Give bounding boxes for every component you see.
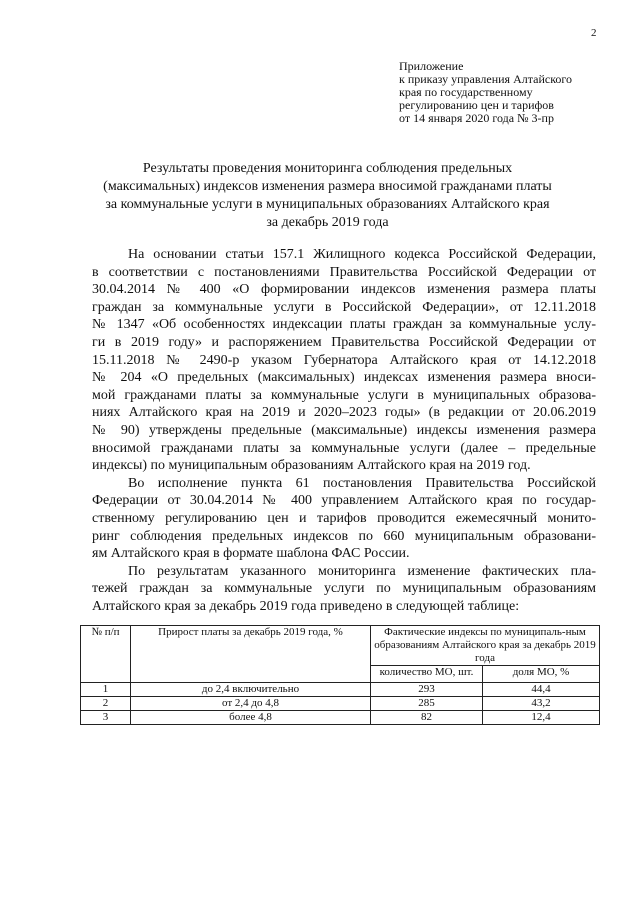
row-count: 82 xyxy=(371,711,483,725)
paragraph-line: в соответствии с постановлениями Правительства Российской Федерации от xyxy=(92,264,596,280)
row-number: 3 xyxy=(81,711,131,725)
paragraph-line: 15.11.2018 № 2490-р указом Губернатора Алтайского края от 14.12.2018 xyxy=(92,352,596,368)
row-count: 285 xyxy=(371,697,483,711)
appendix-line: к приказу управления Алтайского xyxy=(399,72,573,86)
paragraph-line: ринг соблюдения предельных индексов по 660 муниципальным образовани- xyxy=(92,528,596,544)
row-share: 43,2 xyxy=(483,697,600,711)
title-line: за коммунальные услуги в муниципальных образованиях Алтайского края xyxy=(105,197,550,212)
paragraph-line: № 90) утверждены предельные (максимальные) индексы изменения размера xyxy=(92,422,596,438)
paragraph-line: ственному регулированию цен и тарифов проводится ежемесячный монито- xyxy=(92,510,596,526)
results-table xyxy=(80,625,600,725)
table-row xyxy=(81,697,600,711)
paragraph-line: тежей граждан за коммунальные услуги по муниципальным образованиям xyxy=(92,581,596,597)
paragraph-line: Алтайского края за декабрь 2019 года приведено в следующей таблице: xyxy=(92,598,520,614)
paragraph-line: 30.04.2014 № 400 «О формировании индексов изменения размера платы xyxy=(92,282,596,298)
paragraph-line: индексы) по муниципальным образованиям Алтайского края на 2019 год. xyxy=(92,458,531,474)
paragraph-line: ниях Алтайского края на 2019 и 2020–2023 годы» (в редакции от 20.06.2019 xyxy=(92,405,596,421)
paragraph xyxy=(92,475,596,563)
header-number: № п/п xyxy=(81,626,131,683)
page-number: 2 xyxy=(591,27,597,39)
header-count: количество МО, шт. xyxy=(371,666,483,683)
row-share: 44,4 xyxy=(483,683,600,697)
header-actual-indices: Фактические индексы по муниципаль-ным образованиям Алтайского края за декабрь 2019 года xyxy=(371,626,600,666)
document-title xyxy=(80,160,575,232)
paragraph-line: мой гражданами платы за коммунальные услуги в муниципальных образова- xyxy=(92,387,596,403)
appendix-line: Приложение xyxy=(399,59,464,73)
paragraph-line: ги в 2019 году» и распоряжением Правительства Российской Федерации от xyxy=(92,334,596,350)
row-number: 1 xyxy=(81,683,131,697)
header-growth: Прирост платы за декабрь 2019 года, % xyxy=(131,626,371,683)
row-growth: до 2,4 включительно xyxy=(131,683,371,697)
row-growth: более 4,8 xyxy=(131,711,371,725)
title-line: за декабрь 2019 года xyxy=(266,215,389,230)
table-row xyxy=(81,711,600,725)
header-share: доля МО, % xyxy=(483,666,600,683)
paragraph-line: ям Алтайского края в формате шаблона ФАС России. xyxy=(92,546,410,562)
paragraph-line: граждан за коммунальные услуги в Российской Федерации», от 12.11.2018 xyxy=(92,299,596,315)
paragraph xyxy=(92,246,596,475)
appendix-block xyxy=(399,60,572,125)
row-growth: от 2,4 до 4,8 xyxy=(131,697,371,711)
paragraph-line: На основании статьи 157.1 Жилищного кодекса Российской Федерации, xyxy=(128,247,596,262)
row-count: 293 xyxy=(371,683,483,697)
appendix-line: от 14 января 2020 года № 3-пр xyxy=(399,111,554,125)
title-line: (максимальных) индексов изменения размера вносимой гражданами платы xyxy=(103,179,552,194)
paragraph-line: № 204 «О предельных (максимальных) индексах изменения размера вноси- xyxy=(92,370,596,386)
paragraph-line: Федерации от 30.04.2014 № 400 управлением Алтайского края по государ- xyxy=(92,493,596,509)
row-share: 12,4 xyxy=(483,711,600,725)
title-line: Результаты проведения мониторинга соблюдения предельных xyxy=(142,161,513,176)
paragraph-line: По результатам указанного мониторинга изменение фактических пла- xyxy=(128,563,596,579)
appendix-line: края по государственному xyxy=(399,85,533,99)
appendix-line: регулированию цен и тарифов xyxy=(399,98,554,112)
paragraph-line: Во исполнение пункта 61 постановления Правительства Российской xyxy=(128,475,596,491)
paragraph xyxy=(92,563,596,616)
paragraph-line: № 1347 «Об особенностях индексации платы граждан за коммунальные услу- xyxy=(92,317,596,333)
row-number: 2 xyxy=(81,697,131,711)
table-row xyxy=(81,683,600,697)
paragraph-line: вносимой гражданами платы за коммунальные услуги (далее – предельные xyxy=(92,440,596,456)
body-text xyxy=(92,246,596,615)
